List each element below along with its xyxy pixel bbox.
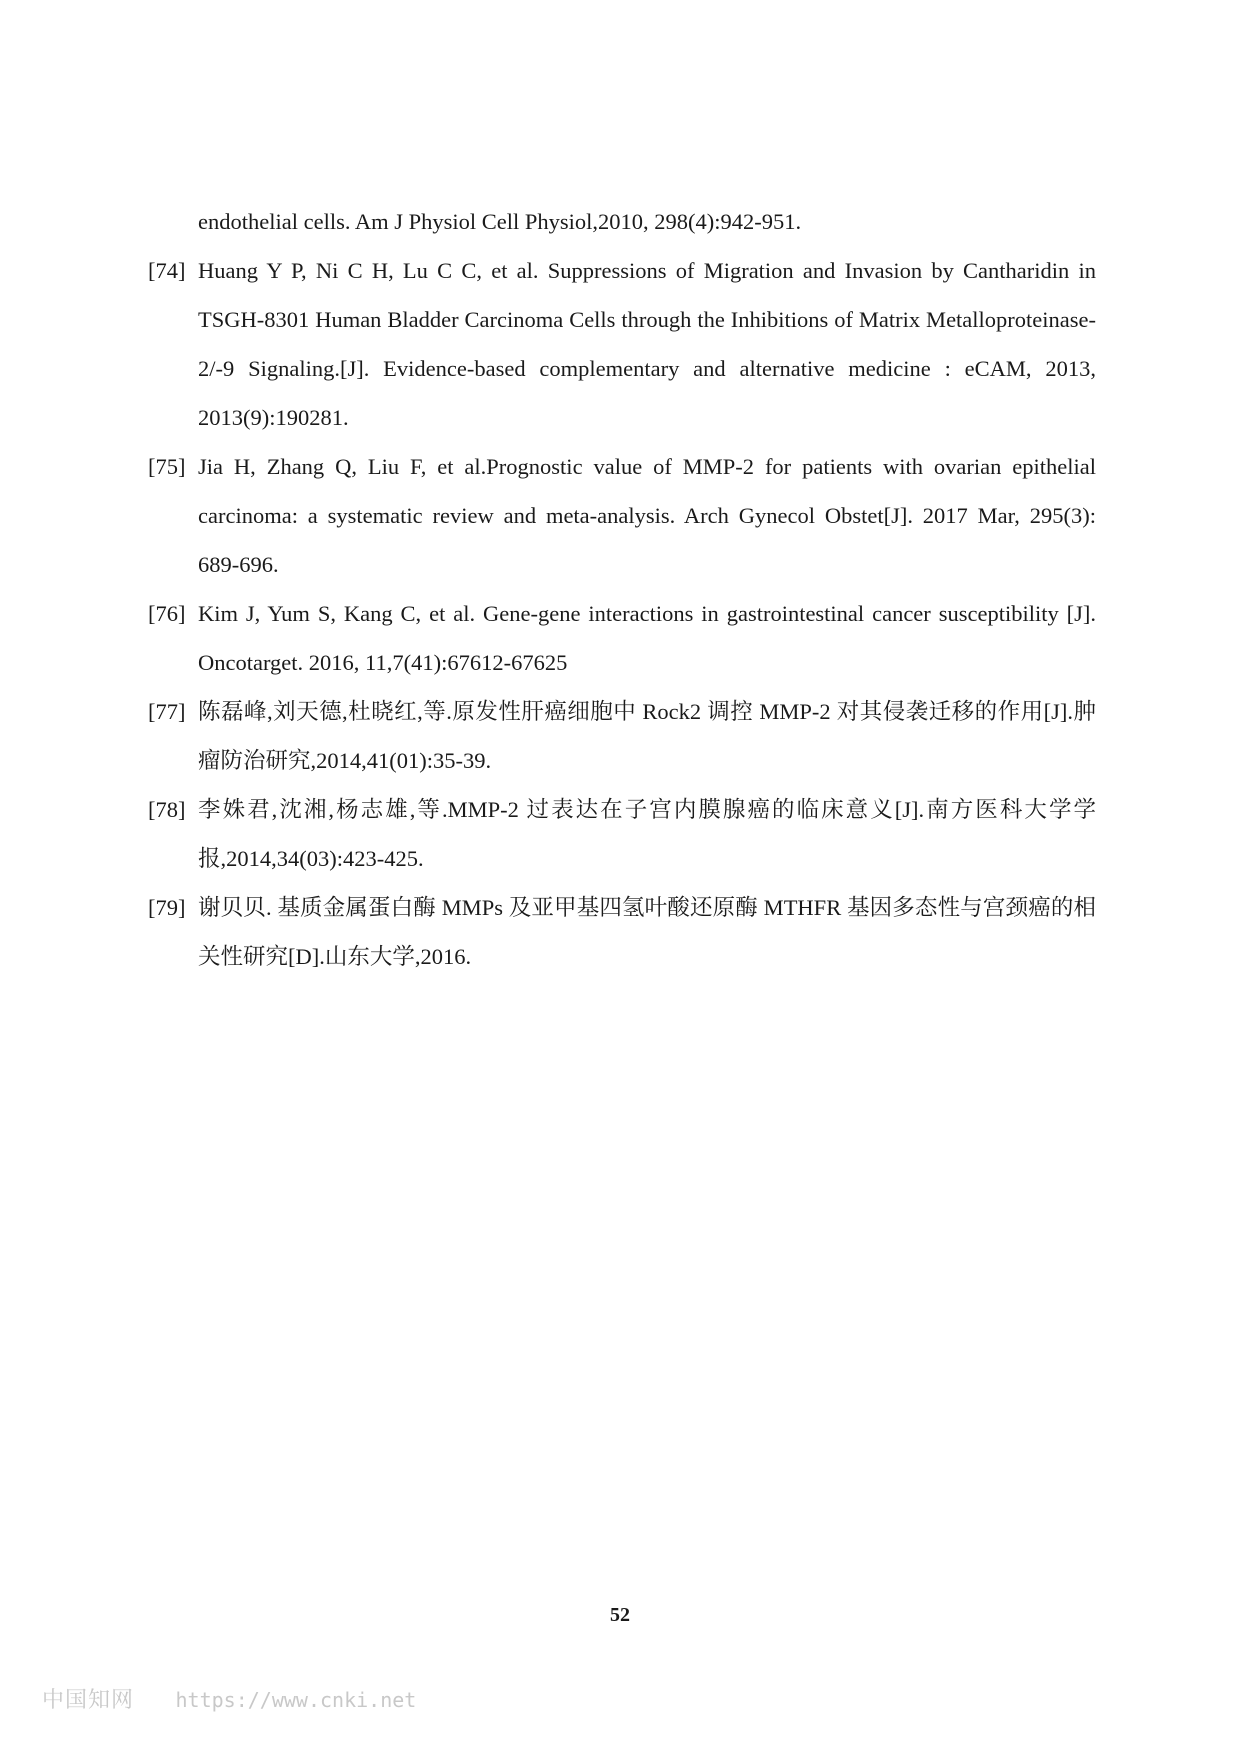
reference-text: 谢贝贝. 基质金属蛋白酶 MMPs 及亚甲基四氢叶酸还原酶 MTHFR 基因多态性与宫颈癌的相关性研究[D].山东大学,2016. — [198, 895, 1096, 969]
reference-text: Kim J, Yum S, Kang C, et al. Gene-gene interactions in gastrointestinal cancer susceptibility [J]. Oncotarget. 2016, 11,7(41):67612-67625 — [198, 601, 1096, 675]
reference-list — [148, 197, 1096, 981]
reference-text: 李姝君,沈湘,杨志雄,等.MMP-2 过表达在子宫内膜腺癌的临床意义[J].南方医科大学学报,2014,34(03):423-425. — [198, 797, 1096, 871]
reference-item-75 — [148, 442, 1096, 589]
reference-number: [74] — [148, 258, 186, 283]
reference-number: [75] — [148, 454, 186, 479]
reference-number: [76] — [148, 601, 186, 626]
reference-item-77 — [148, 687, 1096, 785]
reference-text: 陈磊峰,刘天德,杜晓红,等.原发性肝癌细胞中 Rock2 调控 MMP-2 对其侵袭迁移的作用[J].肿瘤防治研究,2014,41(01):35-39. — [198, 699, 1096, 773]
page-number: 52 — [610, 1604, 630, 1626]
reference-number: [77] — [148, 699, 186, 724]
reference-item-76 — [148, 589, 1096, 687]
reference-item-79 — [148, 883, 1096, 981]
cnki-watermark — [42, 1683, 416, 1714]
reference-text: Jia H, Zhang Q, Liu F, et al.Prognostic value of MMP-2 for patients with ovarian epithelial carcinoma: a systematic review and meta-analysis. Arch Gynecol Obstet[J]. 2017 Mar, 295(3): 689-696. — [198, 454, 1096, 577]
watermark-url: https://www.cnki.net — [175, 1688, 417, 1712]
watermark-site-name: 中国知网 — [42, 1688, 135, 1713]
reference-number: [78] — [148, 797, 186, 822]
reference-item-74 — [148, 246, 1096, 442]
reference-number: [79] — [148, 895, 186, 920]
reference-text: Huang Y P, Ni C H, Lu C C, et al. Suppressions of Migration and Invasion by Cantharidin in TSGH-8301 Human Bladder Carcinoma Cells through the Inhibitions of Matrix Metalloproteinase-2/-9 Signaling.[J]. Evidence-based complementary and alternative medicine : eCAM, 2013, 2013(9):190281. — [198, 258, 1096, 430]
reference-item-78 — [148, 785, 1096, 883]
reference-continuation: endothelial cells. Am J Physiol Cell Physiol,2010, 298(4):942-951. — [198, 209, 802, 234]
